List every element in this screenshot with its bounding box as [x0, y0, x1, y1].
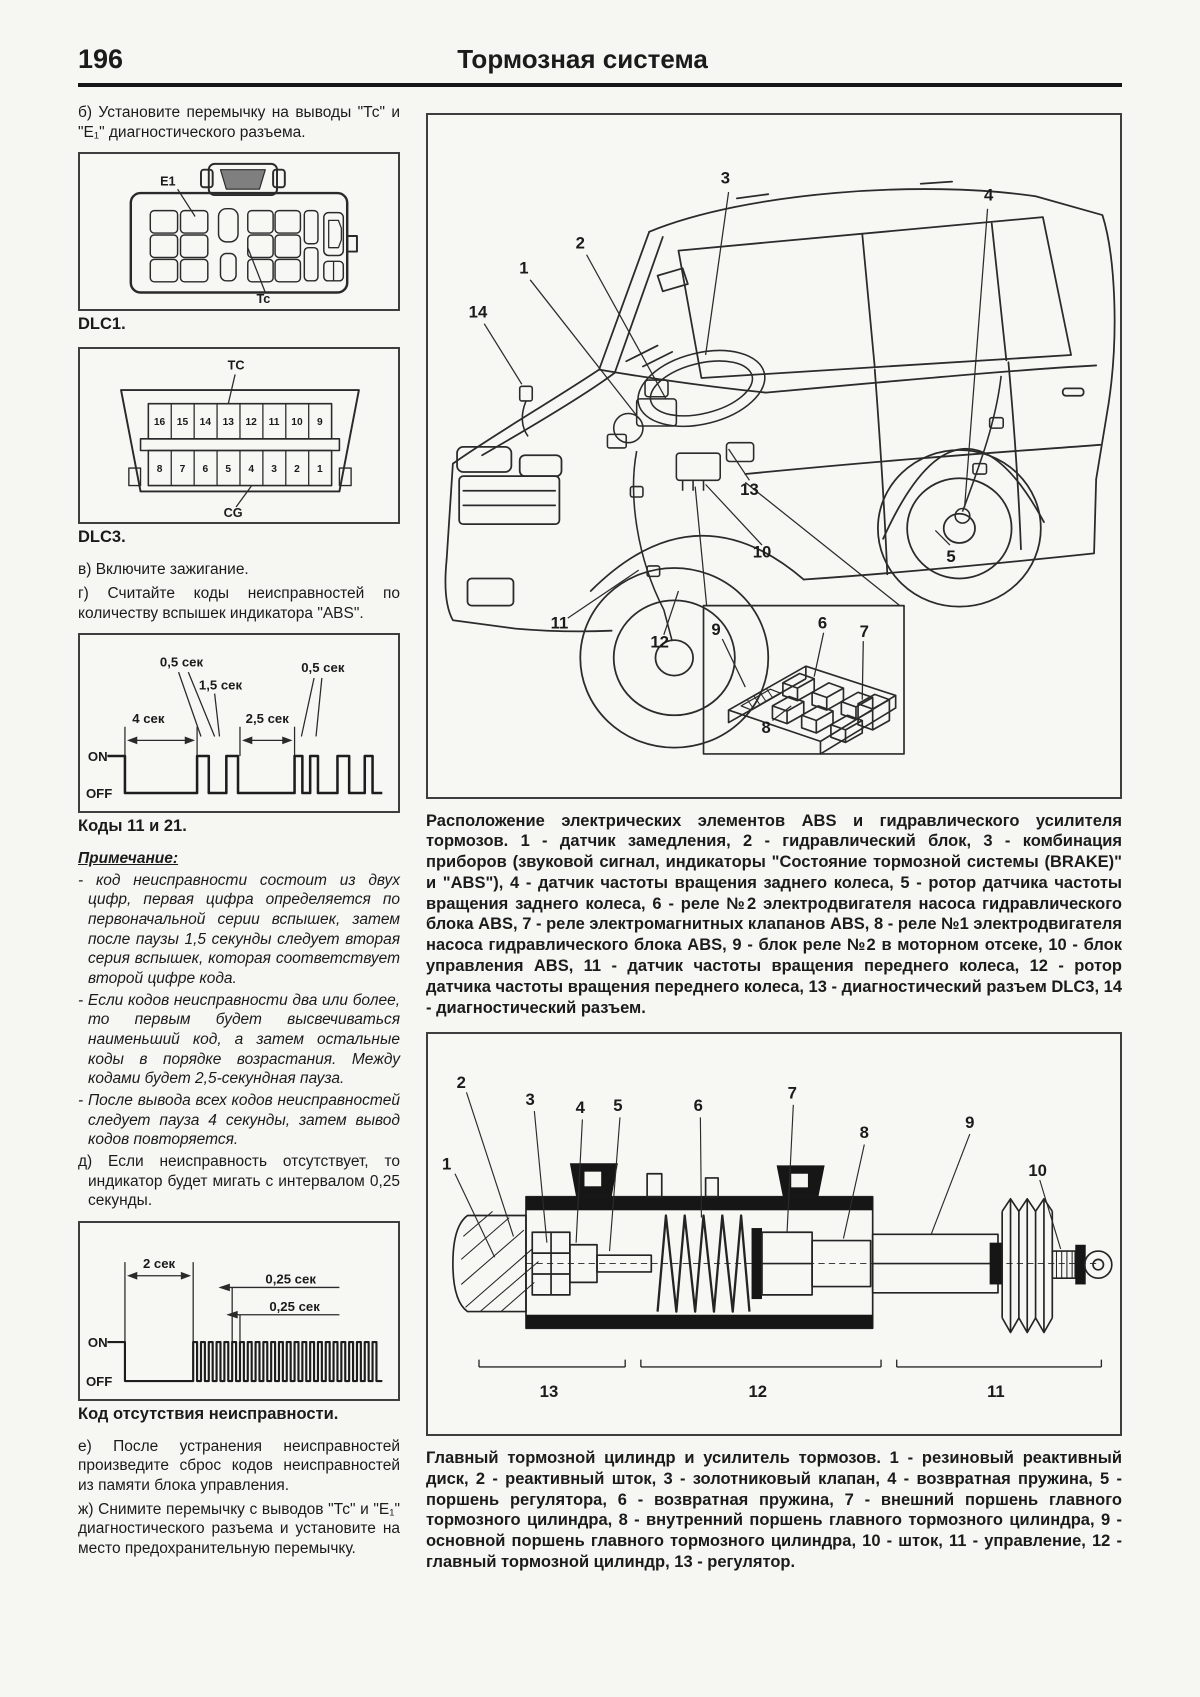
- dlc1-connector-drawing: [84, 158, 394, 304]
- step-b-text: б) Установите перемычку на выводы "Тс" и "Е₁" диагностического разъема.: [78, 104, 400, 141]
- svg-text:8: 8: [761, 718, 771, 738]
- cylinder-body: [453, 1164, 1112, 1333]
- svg-text:14: 14: [468, 302, 488, 322]
- label-4-sec: 4 сек: [132, 711, 165, 727]
- svg-text:15: 15: [176, 416, 189, 428]
- dlc3-tc-label: TC: [227, 358, 245, 373]
- nofault-timing-drawing: [84, 1227, 394, 1395]
- svg-text:6: 6: [202, 463, 209, 475]
- svg-text:9: 9: [965, 1113, 975, 1133]
- svg-text:4: 4: [248, 463, 255, 475]
- svg-text:5: 5: [613, 1096, 623, 1116]
- svg-text:3: 3: [720, 168, 731, 188]
- note-title: Примечание:: [78, 849, 179, 867]
- svg-text:6: 6: [817, 613, 828, 633]
- step-v-text: в) Включите зажигание.: [78, 561, 249, 579]
- page-header: [78, 44, 1122, 87]
- abs-components: [520, 338, 1003, 641]
- dlc3-figure: [78, 347, 400, 525]
- label-off-1: OFF: [85, 786, 113, 802]
- step-e-text: е) После устранения неисправностей произведите сброс кодов неисправностей из памяти блока управления.: [78, 1437, 400, 1494]
- page-title: Тормозная система: [457, 44, 708, 74]
- codes-waveform: [107, 756, 382, 793]
- svg-text:7: 7: [787, 1083, 797, 1103]
- wheels: [580, 450, 1041, 748]
- dlc3-pin-numbers: [154, 417, 323, 475]
- car-outline: [445, 182, 1114, 632]
- dlc1-tc-label: Tc: [256, 292, 271, 305]
- dlc1-caption: DLC1.: [78, 314, 126, 333]
- svg-text:6: 6: [693, 1096, 703, 1116]
- abs-layout-drawing: [432, 119, 1116, 793]
- svg-text:12: 12: [245, 416, 257, 428]
- svg-text:9: 9: [711, 619, 721, 639]
- svg-text:10: 10: [1028, 1161, 1047, 1181]
- left-column: [78, 103, 400, 1587]
- nofault-caption: Код отсутствия неисправности.: [78, 1404, 339, 1423]
- svg-text:7: 7: [859, 621, 869, 641]
- codes-timing-drawing: [84, 639, 394, 807]
- label-15-sec: 1,5 сек: [198, 677, 243, 693]
- dlc3-caption: DLC3.: [78, 528, 126, 547]
- dlc1-e1-label: E1: [160, 174, 176, 189]
- note-item: - После вывода всех кодов неисправностей следует пауза 4 секунды, затем вывод кодов повторяется.: [78, 1091, 400, 1149]
- label-off-2: OFF: [85, 1373, 113, 1389]
- svg-text:13: 13: [222, 416, 234, 428]
- svg-text:8: 8: [156, 463, 163, 475]
- codes-timing-figure: [78, 633, 400, 813]
- master-cylinder-drawing: [432, 1038, 1116, 1430]
- svg-text:4: 4: [575, 1098, 585, 1118]
- svg-text:7: 7: [179, 463, 186, 475]
- dlc3-cg-label: CG: [223, 505, 243, 519]
- svg-text:13: 13: [740, 479, 759, 499]
- svg-text:9: 9: [317, 416, 323, 428]
- label-025-sec-a: 0,25 сек: [265, 1271, 316, 1287]
- svg-text:2: 2: [294, 463, 300, 475]
- relay-box-inset: [695, 479, 904, 754]
- svg-text:14: 14: [199, 416, 212, 428]
- abs-layout-figure: [426, 113, 1122, 799]
- svg-text:3: 3: [525, 1090, 535, 1110]
- svg-text:10: 10: [752, 542, 772, 562]
- note-item: - Если кодов неисправности два или более, то первым будет высвечиваться наименьший код, а затем остальные коды в порядке возрастания. Между кодами будет 2,5-секундная пауза.: [78, 991, 400, 1088]
- master-cylinder-figure: [426, 1032, 1122, 1436]
- label-2-sec: 2 сек: [142, 1255, 176, 1271]
- svg-text:1: 1: [519, 258, 529, 278]
- svg-text:5: 5: [946, 546, 956, 566]
- abs-figure-caption: Расположение электрических элементов ABS и гидравлического усилителя тормозов. 1 - датчик замедления, 2 - гидравлический блок, 3 - комбинация приборов (звуковой сигнал, индикаторы "Состояние тормозной системы (BRAKE)" и "ABS"), 4 - датчик частоты вращения заднего колеса, 5 - ротор датчика частоты вращения заднего колеса, 6 - реле №2 электродвигателя насоса гидравлического блока ABS, 7 - реле электромагнитных клапанов ABS, 8 - реле №1 электродвигателя насоса гидравлического блока ABS, 9 - блок реле №2 в моторном отсеке, 10 - блок управления ABS, 11 - датчик частоты вращения переднего колеса, 12 - ротор датчика частоты вращения переднего колеса, 13 - диагностический разъем DLC3, 14 - диагностический разъем.: [426, 811, 1122, 1017]
- svg-text:11: 11: [987, 1382, 1005, 1402]
- svg-text:1: 1: [441, 1154, 452, 1174]
- dlc3-connector-drawing: [84, 353, 394, 519]
- label-on-1: ON: [87, 749, 108, 765]
- svg-text:3: 3: [271, 463, 277, 475]
- label-05-sec-a: 0,5 сек: [159, 654, 204, 670]
- svg-text:12: 12: [748, 1382, 768, 1402]
- note-item: - код неисправности состоит из двух цифр, первая цифра определяется по первоначальной серии вспышек, затем после паузы 1,5 секунды следует вторая серия вспышек, которая соответствует второй цифре кода.: [78, 871, 400, 987]
- master-cylinder-caption: Главный тормозной цилиндр и усилитель тормозов. 1 - резиновый реактивный диск, 2 - реактивный шток, 3 - золотниковый клапан, 4 - возвратная пружина, 5 - поршень регулятора, 6 - возвратная пружина, 7 - внешний поршень главного тормозного цилиндра, 8 - внутренний поршень главного тормозного цилиндра, 9 - основной поршень главного тормозного цилиндра, 10 - шток, 11 - управление, 12 - главный тормозной цилиндр, 13 - регулятор.: [426, 1448, 1122, 1571]
- svg-text:1: 1: [317, 463, 323, 475]
- svg-text:5: 5: [225, 463, 232, 475]
- svg-text:2: 2: [456, 1073, 466, 1093]
- svg-text:13: 13: [539, 1382, 559, 1402]
- svg-text:12: 12: [650, 632, 669, 652]
- note-block: [78, 849, 400, 1211]
- step-d-text: д) Если неисправность отсутствует, то индикатор будет мигать с интервалом 0,25 секунды.: [78, 1152, 400, 1210]
- svg-text:2: 2: [575, 233, 585, 253]
- step-g-text: г) Считайте коды неисправностей по количеству вспышек индикатора "ABS".: [78, 584, 400, 622]
- svg-text:8: 8: [859, 1123, 869, 1143]
- label-05-sec-b: 0,5 сек: [301, 660, 345, 676]
- label-on-2: ON: [87, 1334, 108, 1350]
- label-025-sec-b: 0,25 сек: [269, 1298, 320, 1314]
- label-25-sec: 2,5 сек: [245, 711, 289, 727]
- dlc1-figure: [78, 152, 400, 310]
- nofault-waveform: [107, 1342, 382, 1381]
- svg-text:16: 16: [153, 416, 166, 428]
- nofault-timing-figure: [78, 1221, 400, 1401]
- step-zh-text: ж) Снимите перемычку с выводов "Тс" и "Е₁" диагностического разъема и установите на место предохранительную перемычку.: [78, 1500, 400, 1557]
- page-number: 196: [78, 44, 124, 74]
- svg-text:11: 11: [550, 613, 569, 633]
- mc-dimension-brackets: [479, 1360, 1101, 1367]
- svg-text:4: 4: [983, 185, 994, 205]
- svg-text:10: 10: [291, 416, 303, 428]
- svg-text:11: 11: [268, 416, 280, 428]
- right-column: [426, 103, 1122, 1587]
- codes-caption: Коды 11 и 21.: [78, 816, 187, 835]
